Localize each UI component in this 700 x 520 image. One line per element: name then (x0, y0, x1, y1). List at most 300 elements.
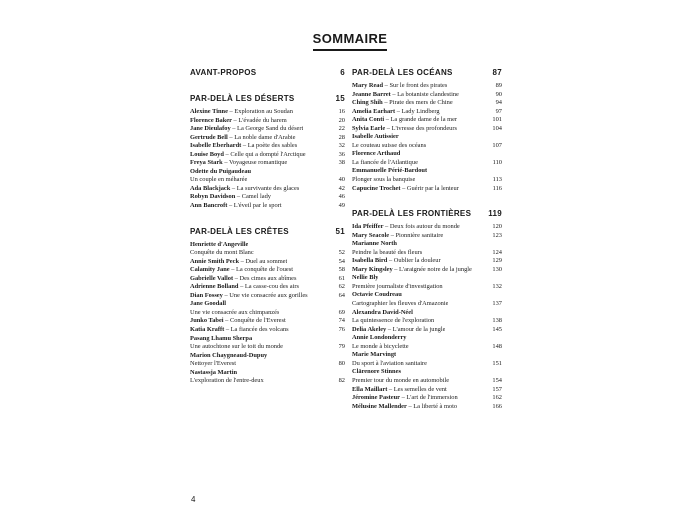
toc-entry-text (190, 369, 237, 378)
chapter-title: La grande dame de la mer (390, 116, 458, 124)
toc-section (190, 94, 345, 211)
chapter-title: La conquête de l'ouest (235, 266, 294, 274)
explorer-name: Gabrielle Vallot (190, 274, 234, 282)
page-number: 4 (191, 495, 196, 504)
toc-entry-text (190, 241, 248, 250)
explorer-name: Katia Krafft (190, 326, 225, 334)
toc-entry[interactable] (190, 168, 345, 177)
explorer-name: Isabelle Eberhardt (190, 142, 242, 150)
toc-entry[interactable] (352, 167, 502, 176)
entry-page-number: 52 (338, 249, 345, 257)
explorer-name: Jane Dieulafoy (190, 125, 231, 133)
toc-entry-text (190, 142, 297, 151)
toc-entry[interactable] (352, 82, 502, 91)
chapter-title: L'éveil par le sport (233, 202, 282, 210)
toc-entry-text (352, 185, 459, 194)
toc-entry-text (190, 159, 287, 168)
explorer-name: Adrienne Bolland (190, 283, 239, 291)
explorer-name: Henriette d'Angeville (190, 240, 249, 248)
toc-entry-text (352, 317, 434, 326)
toc-entry-text (190, 249, 254, 258)
chapter-title: La poète des sables (247, 142, 298, 150)
entry-separator: – (386, 325, 393, 333)
explorer-name: Isabelle Autissier (352, 133, 399, 141)
toc-entry[interactable] (190, 309, 345, 318)
entry-page-number: 145 (492, 325, 502, 333)
entry-separator: – (389, 231, 396, 239)
toc-entry-text (190, 283, 299, 292)
toc-entry-text (190, 309, 279, 318)
toc-entry-text (352, 142, 426, 151)
explorer-name: Amelia Earhart (352, 107, 396, 115)
chapter-title: Du sport à l'aviation sanitaire (352, 359, 427, 367)
entry-separator: – (241, 142, 248, 150)
toc-entry[interactable] (352, 176, 502, 185)
explorer-name: Mary Seacole (352, 231, 390, 239)
toc-entry-text (190, 168, 251, 177)
entry-page-number: 104 (492, 124, 502, 132)
toc-entry[interactable] (352, 334, 502, 343)
toc-entry[interactable] (352, 386, 502, 395)
entry-page-number: 62 (338, 283, 345, 291)
toc-entry[interactable] (190, 193, 345, 202)
chapter-title: L'exploration de l'entre-deux (190, 377, 264, 385)
explorer-name: Annie Londonderry (352, 334, 407, 342)
toc-entry-text (190, 300, 226, 309)
entry-page-number: 129 (492, 257, 502, 265)
explorer-name: Jeanne Barret (352, 90, 391, 98)
entry-separator: – (392, 265, 400, 273)
entry-page-number: 116 (492, 184, 502, 192)
toc-entry[interactable] (352, 283, 502, 292)
entry-page-number: 166 (492, 402, 502, 410)
explorer-name: Robyn Davidson (190, 193, 236, 201)
toc-entry[interactable] (352, 99, 502, 108)
toc-entry[interactable] (190, 266, 345, 275)
entry-page-number: 28 (338, 133, 345, 141)
toc-entry[interactable] (352, 394, 502, 403)
toc-entry-text (352, 159, 418, 168)
explorer-name: Mélusine Mallender (352, 402, 407, 410)
section-heading-label: PAR-DELÀ LES FRONTIÈRES (352, 209, 472, 219)
toc-entry[interactable] (352, 317, 502, 326)
entry-separator: – (399, 394, 407, 402)
toc-entry[interactable] (352, 150, 502, 159)
toc-entry[interactable] (352, 185, 502, 194)
chapter-title: L'art de l'immersion (406, 394, 458, 402)
toc-entry[interactable] (190, 292, 345, 301)
explorer-name: Freya Stark (190, 159, 223, 167)
toc-entry-text (190, 193, 271, 202)
section-heading[interactable] (352, 68, 502, 78)
toc-entry[interactable] (352, 351, 502, 360)
toc-entry-text (352, 291, 402, 300)
explorer-name: Jane Goodall (190, 300, 227, 308)
entry-page-number: 107 (492, 141, 502, 149)
entry-page-number: 90 (495, 90, 502, 98)
toc-entry[interactable] (352, 240, 502, 249)
toc-entry[interactable] (190, 185, 345, 194)
entry-page-number: 97 (495, 107, 502, 115)
toc-entry-text (190, 134, 296, 143)
explorer-name: Isabella Bird (352, 257, 388, 265)
chapter-title: La casse-cou des airs (244, 283, 299, 291)
toc-entry[interactable] (352, 91, 502, 100)
section-heading-page: 51 (335, 226, 345, 236)
explorer-name: Ann Bancroft (190, 202, 228, 210)
chapter-title: La liberté à moto (413, 402, 458, 410)
chapter-title: Conquête de l'Everest (229, 317, 286, 325)
toc-entry-text (190, 335, 252, 344)
chapter-title: Première journaliste d'investigation (352, 282, 443, 290)
entry-page-number: 20 (338, 116, 345, 124)
chapter-title: Pirate des mers de Chine (389, 99, 453, 107)
toc-entry[interactable] (190, 117, 345, 126)
entry-page-number: 69 (338, 308, 345, 316)
entry-page-number: 120 (492, 223, 502, 231)
entry-separator: – (400, 184, 407, 192)
entry-separator: – (385, 124, 392, 132)
chapter-title: Exploration au Soudan (234, 108, 293, 115)
entry-separator: – (223, 150, 231, 158)
toc-entry[interactable] (352, 159, 502, 168)
toc-entry-text (352, 167, 427, 176)
entry-page-number: 80 (338, 360, 345, 368)
explorer-name: Anita Conti (352, 116, 385, 124)
toc-entry-text (352, 232, 443, 241)
toc-entry-text (352, 377, 449, 386)
entry-separator: – (230, 125, 238, 133)
toc-entry[interactable] (190, 377, 345, 386)
toc-entry[interactable] (190, 159, 345, 168)
toc-entry[interactable] (352, 274, 502, 283)
chapter-title: La fiancée de l'Atlantique (352, 158, 418, 166)
chapter-title: L'évadée du harem (238, 116, 287, 124)
toc-entry[interactable] (190, 249, 345, 258)
entry-separator: – (383, 82, 390, 89)
toc-entry[interactable] (352, 223, 502, 232)
chapter-title: L'ivresse des profondeurs (391, 124, 457, 132)
toc-entry-text (190, 360, 236, 369)
toc-entry[interactable] (352, 133, 502, 142)
toc-entry[interactable] (352, 368, 502, 377)
toc-entry[interactable] (190, 258, 345, 267)
toc-entry-text (352, 360, 427, 369)
toc-entry-text (352, 386, 447, 395)
chapter-title: Cartographier les fleuves d'Amazonie (352, 300, 449, 308)
entry-separator: – (238, 283, 245, 291)
chapter-title: Plonger sous la banquise (352, 176, 416, 184)
toc-entry-text (352, 403, 457, 412)
toc-entry-text (352, 249, 422, 258)
explorer-name: Ada Blackjack (190, 184, 231, 192)
entry-separator: – (231, 116, 239, 124)
toc-entry-text (190, 292, 308, 301)
chapter-title: La quintessence de l'exploration (352, 317, 435, 325)
toc-entry[interactable] (352, 326, 502, 335)
toc-entry-text (352, 150, 400, 159)
entry-page-number: 16 (338, 108, 345, 115)
toc-entry[interactable] (190, 176, 345, 185)
explorer-name: Jéromine Pasteur (352, 394, 400, 402)
section-heading[interactable] (190, 94, 345, 104)
entry-separator: – (387, 385, 394, 393)
entry-separator: – (406, 402, 414, 410)
entry-separator: – (227, 202, 234, 210)
toc-entry-text (352, 274, 378, 283)
toc-entry-text (352, 257, 441, 266)
chapter-title: L'araignée noire de la jungle (399, 265, 472, 273)
explorer-name: Mary Read (352, 82, 384, 89)
toc-entry[interactable] (352, 343, 502, 352)
entry-page-number: 113 (492, 176, 502, 184)
toc-entry[interactable] (352, 142, 502, 151)
toc-entry-text (352, 343, 409, 352)
chapter-title: La George Sand du désert (237, 125, 304, 133)
section-heading-label: AVANT-PROPOS (190, 68, 257, 77)
chapter-title: Une vie consacrée aux gorilles (229, 291, 308, 299)
explorer-name: Junko Tabei (190, 317, 224, 325)
entry-separator: – (227, 133, 235, 141)
entry-separator: – (395, 107, 402, 115)
explorer-name: Ida Pfeiffer (352, 223, 384, 231)
toc-entry-text (352, 309, 413, 318)
explorer-name: Gertrude Bell (190, 133, 228, 141)
chapter-title: Nettoyer l'Everest (190, 360, 237, 368)
toc-entry[interactable] (190, 369, 345, 378)
toc-entry[interactable] (190, 343, 345, 352)
toc-entry[interactable] (190, 335, 345, 344)
explorer-name: Capucine Trochet (352, 184, 401, 192)
toc-entry[interactable] (190, 352, 345, 361)
toc-entry-text (352, 368, 401, 377)
toc-entry[interactable] (352, 300, 502, 309)
explorer-name: Ella Maillart (352, 385, 388, 393)
entry-page-number: 124 (492, 248, 502, 256)
toc-entry-text (352, 300, 448, 309)
entry-page-number: 132 (492, 282, 502, 290)
toc-entry-text (190, 151, 306, 160)
toc-entry-text (190, 326, 289, 335)
explorer-name: Clärenore Stinnes (352, 368, 401, 376)
toc-entry[interactable] (352, 291, 502, 300)
toc-entry[interactable] (352, 403, 502, 412)
toc-entry[interactable] (190, 125, 345, 134)
entry-separator: – (222, 291, 230, 299)
toc-entry[interactable] (190, 317, 345, 326)
toc-section (352, 68, 502, 193)
toc-right-column (352, 68, 502, 427)
chapter-title: Peindre la beauté des fleurs (352, 248, 423, 256)
chapter-title: Duel au sommet (245, 257, 288, 265)
entry-page-number: 64 (338, 291, 345, 299)
section-heading[interactable] (352, 209, 502, 219)
chapter-title: La fiancée des volcans (230, 326, 289, 334)
toc-entry-text (352, 108, 440, 117)
explorer-name: Alexandra David-Néel (352, 308, 413, 316)
entry-page-number: 162 (492, 394, 502, 402)
section-heading-label: PAR-DELÀ LES CRÊTES (190, 226, 289, 236)
toc-entry-text (190, 377, 264, 386)
toc-entry-text (190, 275, 297, 284)
toc-entry-text (352, 116, 457, 125)
chapter-title: Les semelles de vent (393, 385, 447, 393)
toc-entry-text (190, 202, 282, 211)
toc-entry-text (190, 125, 303, 134)
toc-entry[interactable] (190, 283, 345, 292)
chapter-title: Sur le front des pirates (389, 82, 448, 89)
entry-page-number: 123 (492, 231, 502, 239)
toc-entry[interactable] (190, 241, 345, 250)
toc-entry-text (352, 176, 415, 185)
entry-separator: – (382, 99, 390, 107)
toc-entry[interactable] (190, 142, 345, 151)
toc-entry-text (190, 317, 286, 326)
explorer-name: Pasang Lhamu Sherpa (190, 334, 253, 342)
entry-page-number: 58 (338, 266, 345, 274)
explorer-name: Calamity Jane (190, 266, 230, 274)
entry-page-number: 79 (338, 343, 345, 351)
explorer-name: Marion Chaygneaud-Dupuy (190, 351, 268, 359)
toc-entry[interactable] (352, 108, 502, 117)
toc-entry[interactable] (352, 249, 502, 258)
toc-entry-text (352, 266, 472, 275)
entry-page-number: 138 (492, 317, 502, 325)
explorer-name: Mary Kingsley (352, 265, 393, 273)
entry-separator: – (223, 317, 230, 325)
explorer-name: Sylvia Earle (352, 124, 386, 132)
entry-page-number: 49 (338, 202, 345, 210)
entry-page-number: 42 (338, 184, 345, 192)
entry-separator: – (239, 257, 246, 265)
toc-entry-text (190, 117, 287, 126)
toc-entry[interactable] (190, 300, 345, 309)
entry-page-number: 89 (495, 82, 502, 89)
entry-page-number: 82 (338, 377, 345, 385)
explorer-name: Florence Arthaud (352, 150, 401, 158)
explorer-name: Delia Akeley (352, 325, 387, 333)
toc-entry-text (352, 99, 453, 108)
explorer-name: Dian Fossey (190, 291, 223, 299)
chapter-title: Conquête du mont Blanc (190, 249, 254, 257)
toc-entry[interactable] (352, 232, 502, 241)
toc-entry-text (352, 125, 457, 134)
entry-page-number: 46 (338, 193, 345, 201)
entry-page-number: 22 (338, 125, 345, 133)
toc-entry[interactable] (190, 134, 345, 143)
chapter-title: Pionnière sanitaire (395, 231, 444, 239)
toc-entry-text (352, 240, 397, 249)
entry-page-number: 36 (338, 150, 345, 158)
toc-entry-text (352, 223, 460, 232)
chapter-title: Un couple en méharée (190, 176, 248, 184)
toc-entry[interactable] (190, 275, 345, 284)
toc-entry-text (352, 91, 459, 100)
entry-page-number: 61 (338, 274, 345, 282)
explorer-name: Octavie Coudreau (352, 291, 402, 299)
entry-page-number: 74 (338, 317, 345, 325)
chapter-title: Oublier la douleur (393, 257, 441, 265)
toc-entry-text (190, 185, 299, 194)
entry-page-number: 76 (338, 326, 345, 334)
chapter-title: La noble dame d'Arabie (234, 133, 296, 141)
section-heading-label: PAR-DELÀ LES DÉSERTS (190, 94, 295, 103)
toc-entry[interactable] (190, 108, 345, 117)
toc-entry-text (352, 283, 443, 292)
chapter-title: Deux fois autour du monde (389, 223, 460, 231)
chapter-title: Premier tour du monde en automobile (352, 376, 450, 384)
chapter-title: Guérir par la lenteur (406, 184, 459, 192)
toc-section (352, 209, 502, 411)
toc-title: SOMMAIRE (313, 31, 388, 51)
entry-separator: – (384, 116, 391, 124)
chapter-title: La survivante des glaces (236, 184, 300, 192)
entry-page-number: 40 (338, 176, 345, 184)
entry-page-number: 94 (495, 99, 502, 107)
entry-page-number: 101 (492, 116, 502, 124)
toc-entry[interactable] (352, 257, 502, 266)
section-heading[interactable] (190, 68, 345, 78)
toc-entry[interactable] (352, 266, 502, 275)
entry-page-number: 38 (338, 159, 345, 167)
section-heading[interactable] (190, 227, 345, 237)
toc-entry[interactable] (190, 151, 345, 160)
toc-entry[interactable] (190, 360, 345, 369)
section-heading-page: 87 (492, 68, 502, 77)
toc-entry[interactable] (190, 202, 345, 211)
toc-entry[interactable] (190, 326, 345, 335)
entry-page-number: 148 (492, 342, 502, 350)
section-heading-page: 15 (335, 94, 345, 103)
explorer-name: Odette du Puigaudeau (190, 167, 252, 175)
entry-page-number: 32 (338, 142, 345, 150)
toc-entry-text (190, 108, 293, 117)
toc-entry[interactable] (352, 125, 502, 134)
explorer-name: Nellie Bly (352, 274, 379, 282)
entry-separator: – (224, 326, 231, 334)
entry-page-number: 151 (492, 359, 502, 367)
toc-entry-text (352, 326, 445, 335)
entry-page-number: 54 (338, 257, 345, 265)
toc-entry-text (190, 352, 267, 361)
toc-entry[interactable] (352, 360, 502, 369)
toc-entry-text (190, 266, 293, 275)
explorer-name: Marianne North (352, 240, 397, 248)
chapter-title: Lady Lindberg (401, 107, 440, 115)
section-heading-page: 6 (340, 68, 345, 77)
section-heading-label: PAR-DELÀ LES OCÉANS (352, 68, 453, 77)
toc-entry-text (352, 82, 447, 91)
explorer-name: Annie Smith Peck (190, 257, 239, 265)
toc-entry[interactable] (352, 116, 502, 125)
explorer-name: Marie Marvingt (352, 351, 397, 359)
toc-entry[interactable] (352, 309, 502, 318)
toc-entry[interactable] (352, 377, 502, 386)
explorer-name: Ching Shih (352, 99, 383, 107)
chapter-title: La botaniste clandestine (397, 90, 459, 98)
explorer-name: Emmanuelle Périé-Bardout (352, 167, 428, 175)
entry-separator: – (235, 193, 242, 201)
chapter-title: Voyageuse romantique (229, 159, 288, 167)
toc-section (190, 227, 345, 386)
entry-page-number: 110 (492, 158, 502, 166)
toc-title-wrap (0, 30, 700, 51)
toc-entry-text (352, 133, 399, 142)
entry-separator: – (229, 266, 236, 274)
toc-entry-text (352, 351, 396, 360)
explorer-name: Nastassja Martin (190, 368, 238, 376)
toc-entry-text (352, 394, 458, 403)
